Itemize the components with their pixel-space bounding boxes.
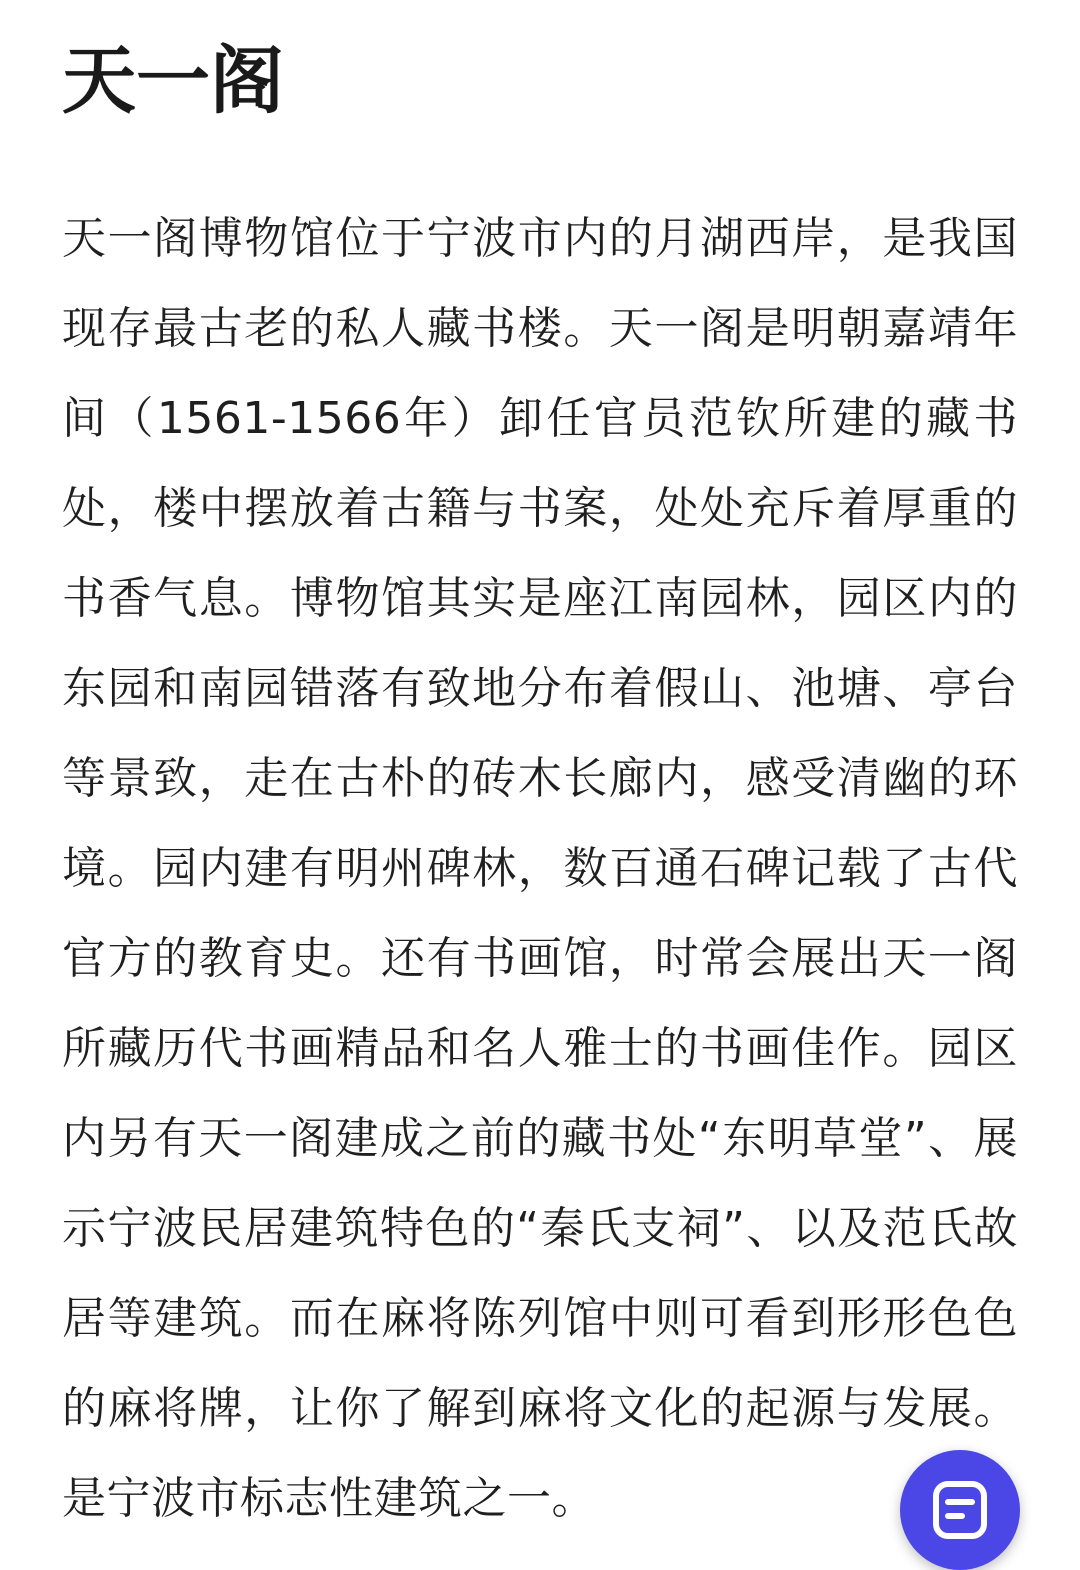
article-title: 天一阁 [62, 38, 284, 124]
note-icon [932, 1480, 988, 1540]
article-body: 天一阁博物馆位于宁波市内的月湖西岸，是我国现存最古老的私人藏书楼。天一阁是明朝嘉靖年间（1561-1566年）卸任官员范钦所建的藏书处，楼中摆放着古籍与书案，处处充斥着厚重的书香气息。博物馆其实是座江南园林，园区内的东园和南园错落有致地分布着假山、池塘、亭台等景致，走在古朴的砖木长廊内，感受清幽的环境。园内建有明州碑林，数百通石碑记载了古代官方的教育史。还有书画馆，时常会展出天一阁所藏历代书画精品和名人雅士的书画佳作。园区内另有天一阁建成之前的藏书处“东明草堂”、展示宁波民居建筑特色的“秦氏支祠”、以及范氏故居等建筑。而在麻将陈列馆中则可看到形形色色的麻将牌，让你了解到麻将文化的起源与发展。是宁波市标志性建筑之一。 [62, 213, 1018, 1524]
floating-note-button[interactable] [900, 1450, 1020, 1570]
